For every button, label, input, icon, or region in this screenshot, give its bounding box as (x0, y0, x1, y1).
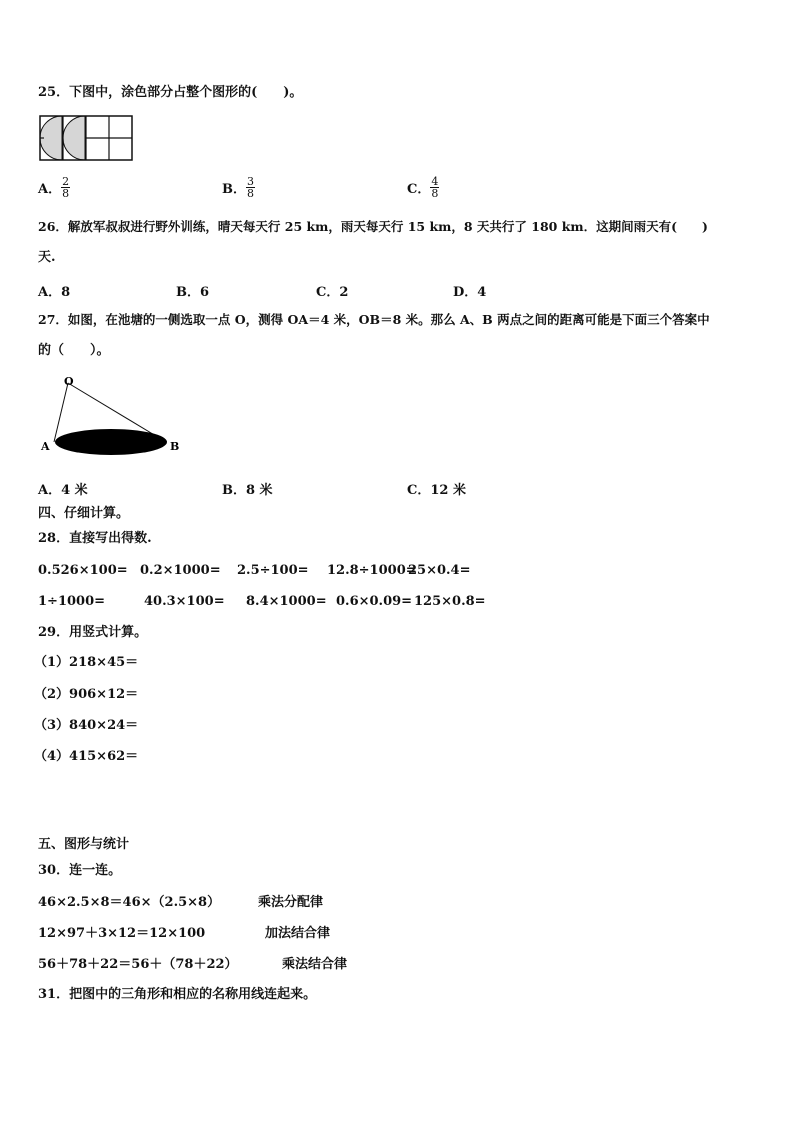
q29-item-3: （3）840×24＝ (34, 718, 139, 733)
q25-option-a[interactable]: A． $\frac{2}{8}$ (38, 175, 70, 200)
q25-grid-figure (38, 114, 136, 162)
fraction: $\frac{3}{8}$ (247, 175, 254, 200)
q30-right-2[interactable]: 加法结合律 (265, 926, 331, 941)
q27-option-a[interactable]: A．4 米 (38, 483, 88, 498)
q27-stem-line1: 27．如图，在池塘的一侧选取一点 O，测得 OA＝4 米，OB＝8 米。那么 A、B 两点之间的距离可能是下面三个答案中 (38, 312, 710, 327)
q25-option-b[interactable]: B． $\frac{3}{8}$ (222, 175, 254, 200)
fraction: $\frac{4}{8}$ (431, 175, 439, 200)
label-a: A (41, 440, 50, 453)
q30-right-1[interactable]: 乘法分配律 (258, 895, 324, 910)
q29-item-1: （1）218×45＝ (34, 655, 139, 670)
q28-r2-c5: 125×0.8= (414, 594, 486, 609)
q27-option-b[interactable]: B．8 米 (222, 483, 273, 498)
q28-r2-c2: 40.3×100= (144, 594, 225, 609)
q28-r2-c4: 0.6×0.09= (336, 594, 413, 609)
q30-left-2[interactable]: 12×97＋3×12＝12×100 (38, 926, 206, 941)
section4-title: 四、仔细计算。 (38, 506, 130, 521)
q26-stem-line2: 天. (38, 250, 56, 265)
q29-item-2: （2）906×12＝ (34, 687, 139, 702)
q31-stem: 31．把图中的三角形和相应的名称用线连起来。 (38, 987, 317, 1002)
q28-r1-c1: 0.526×100= (38, 563, 128, 578)
fraction: $\frac{2}{8}$ (62, 175, 70, 200)
shaded-semicircle-2 (63, 116, 85, 160)
q26-option-b[interactable]: B．6 (176, 285, 210, 300)
q26-option-a[interactable]: A．8 (38, 285, 71, 300)
q26-option-d[interactable]: D．4 (453, 285, 487, 300)
q28-r1-c5: 25×0.4= (408, 563, 471, 578)
q30-left-3[interactable]: 56＋78＋22＝56＋（78＋22） (38, 957, 238, 972)
q27-option-c[interactable]: C．12 米 (407, 483, 466, 498)
section5-title: 五、图形与统计 (38, 837, 130, 852)
q26-stem-line1: 26．解放军叔叔进行野外训练，晴天每天行 25 km，雨天每天行 15 km，8 天共行了 180 km．这期间雨天有( ) (38, 219, 708, 234)
q28-r1-c3: 2.5÷100= (237, 563, 309, 578)
q30-stem: 30．连一连。 (38, 863, 122, 878)
q28-stem: 28．直接写出得数. (38, 531, 152, 546)
q28-r2-c3: 8.4×1000= (246, 594, 327, 609)
q28-r1-c4: 12.8÷1000= (327, 563, 417, 578)
q29-item-4: （4）415×62＝ (34, 749, 139, 764)
pond-shape (55, 429, 167, 455)
q27-pond-figure (36, 372, 186, 462)
q27-stem-line2: 的（ ）。 (38, 343, 110, 358)
q29-stem: 29．用竖式计算。 (38, 625, 148, 640)
q26-option-c[interactable]: C．2 (316, 285, 349, 300)
q30-left-1[interactable]: 46×2.5×8＝46×（2.5×8） (38, 895, 221, 910)
q28-r1-c2: 0.2×1000= (140, 563, 221, 578)
label-b: B (170, 440, 180, 453)
label-o: O (64, 375, 74, 388)
q30-right-3[interactable]: 乘法结合律 (282, 957, 348, 972)
q28-r2-c1: 1÷1000= (38, 594, 106, 609)
q25-option-c[interactable]: C． $\frac{4}{8}$ (407, 175, 439, 200)
q25-stem: 25．下图中，涂色部分占整个图形的( )。 (38, 85, 303, 100)
